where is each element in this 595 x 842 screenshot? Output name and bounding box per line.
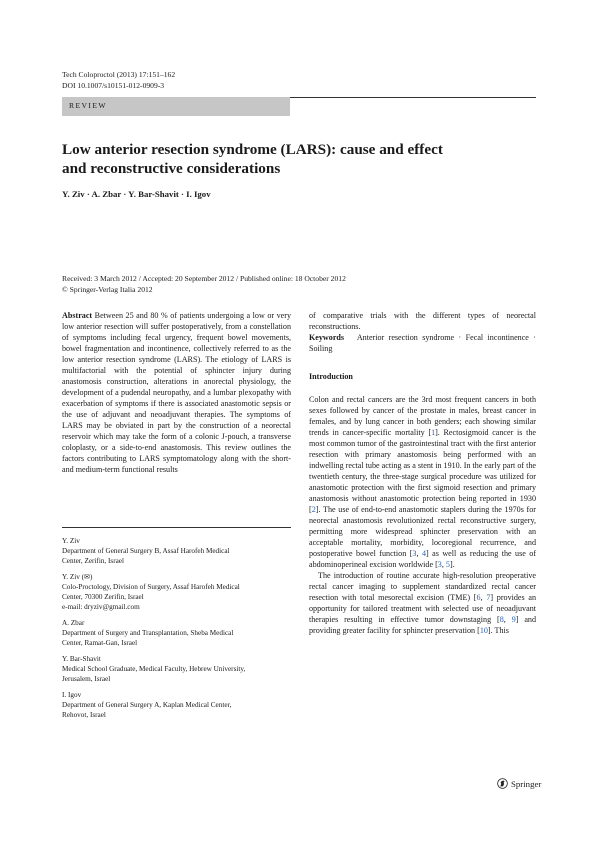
affiliation-address-line: Jerusalem, Israel (62, 675, 111, 683)
abstract-label: Abstract (62, 311, 93, 320)
intro-text: Colon and rectal cancers are the 3rd most frequent cancers in both sexes followed by cancer of the prostate in males, breast cancer in females, and by lung cancer in both genders; each showing similar trends in cancer-specific mortality [ (309, 395, 536, 437)
reference-link[interactable]: 7 (486, 593, 491, 602)
article-title (62, 140, 532, 178)
article-title-line-2: and reconstructive considerations (62, 160, 281, 177)
affiliation-author: I. Igov (62, 691, 82, 699)
affiliation-author: Y. Ziv (✉) (62, 573, 93, 581)
springer-horse-icon (497, 778, 508, 789)
affiliation-entry (62, 654, 291, 684)
keywords-text: Anterior resection syndrome · Fecal incontinence · Soiling (309, 333, 536, 353)
intro-text: ]. The use of end-to-end anastomotic staplers during the 1970s for neorectal anastomosis revolutionized rectal reconstructive surgery, permitting more widespread sphincter preservation with an acceptable mortality, morbidity, locoregional recurrence, and postoperative bowel function [ (309, 505, 536, 558)
affiliation-address-line: Colo-Proctology, Division of Surgery, Assaf Harofeh Medical (62, 583, 240, 591)
reference-link[interactable]: 5 (445, 560, 450, 569)
affiliation-address-line: Rehovot, Israel (62, 711, 106, 719)
affiliation-entry (62, 536, 291, 566)
introduction-heading: Introduction (309, 372, 353, 381)
publisher-mark (497, 778, 541, 789)
intro-paragraph-1 (309, 394, 536, 570)
affiliation-author: Y. Ziv (62, 537, 80, 545)
left-column (62, 310, 291, 475)
author-list: Y. Ziv · A. Zbar · Y. Bar-Shavit · I. Igov (62, 189, 211, 199)
affiliation-address-line: Department of General Surgery A, Kaplan Medical Center, (62, 701, 232, 709)
affiliation-list (62, 536, 291, 726)
reference-link[interactable]: 10 (479, 626, 488, 635)
journal-info (62, 69, 175, 91)
reference-link[interactable]: 4 (421, 549, 426, 558)
reference-link[interactable]: 1 (431, 428, 436, 437)
keywords (309, 332, 536, 354)
intro-paragraph-2 (309, 570, 536, 636)
affiliation-entry (62, 618, 291, 648)
intro-text: ]. Rectosigmoid cancer is the most common tumor of the gastrointestinal tract with the first anterior resection with primary anastomosis being performed with an indwelling rectal tube acting as a stent in 1910. In the early part of the twentieth century, the three-stage surgical procedure was utilized for anastomotic protection with the first sigmoid resection and primary anastomosis without anastomotic protection being reported in 1930 [ (309, 428, 536, 514)
article-type-bar (62, 97, 290, 116)
reference-link[interactable]: 2 (311, 505, 316, 514)
journal-doi: DOI 10.1007/s10151-012-0909-3 (62, 81, 165, 90)
abstract-text: Between 25 and 80 % of patients undergoing a low or very low anterior resection will suffer postoperatively, from a constellation of symptoms including fecal urgency, frequent bowel movements, bowel fragmentation and incontinence, collectively referred to as the low anterior resection syndrome (LARS). The etiology of LARS is multifactorial with the potential of sphincter injury during anastomosis construction, alterations in anorectal physiology, the development of a pudendal neuropathy, and a lumbar plexopathy with exacerbation of symptoms if there is associated anastomotic sepsis or the use of adjuvant and neoadjuvant therapies. The symptoms of LARS may be obviated in part by the construction of a neorectal reservoir which may take the form of a colonic J-pouch, a transverse coloplasty, or a side-to-end anastomosis. This review outlines the factors contributing to LARS symptomatology along with the short- and medium-term functional results (62, 311, 291, 474)
abstract-continued: of comparative trials with the different types of neorectal reconstructions. (309, 311, 536, 331)
article-title-line-1: Low anterior resection syndrome (LARS): cause and effect (62, 141, 443, 158)
intro-text: ] and providing greater facility for sphincter preservation [ (309, 615, 537, 635)
ref-separator: , (503, 615, 512, 624)
reference-link[interactable]: 9 (511, 615, 516, 624)
publication-history (62, 274, 346, 295)
intro-text: ] provides an opportunity for tailored treatment with selected use of neoadjuvant therapies resulting in effective tumor downstaging [ (309, 593, 537, 624)
keywords-label: Keywords (309, 333, 345, 342)
affiliation-author: A. Zbar (62, 619, 85, 627)
intro-text: The introduction of routine accurate high-resolution preoperative rectal cancer imaging to supplement standardized rectal cancer resection with total mesorectal excision (TME) [ (309, 571, 536, 602)
contact-email[interactable]: e-mail: dryziv@gmail.com (62, 603, 140, 611)
affiliation-address-line: Department of General Surgery B, Assaf Harofeh Medical (62, 547, 230, 555)
affiliation-address-line: Center, Zerifin, Israel (62, 557, 124, 565)
affiliation-address-line: Center, 70300 Zerifin, Israel (62, 593, 144, 601)
affiliation-address-line: Center, Ramat-Gan, Israel (62, 639, 138, 647)
affiliation-author: Y. Bar-Shavit (62, 655, 101, 663)
intro-text: ]. This (487, 626, 509, 635)
reference-link[interactable]: 6 (476, 593, 481, 602)
reference-link[interactable]: 3 (437, 560, 442, 569)
publication-dates: Received: 3 March 2012 / Accepted: 20 September 2012 / Published online: 18 October 2012 (62, 274, 346, 283)
affiliation-address-line: Medical School Graduate, Medical Faculty, Hebrew University, (62, 665, 246, 673)
affiliation-address-line: Department of Surgery and Transplantation, Sheba Medical (62, 629, 234, 637)
abstract (62, 310, 291, 475)
affiliation-divider (62, 527, 291, 528)
journal-citation: Tech Coloproctol (2013) 17:151–162 (62, 70, 176, 79)
reference-link[interactable]: 3 (412, 549, 417, 558)
affiliation-entry (62, 690, 291, 720)
header-rule (290, 97, 536, 98)
intro-text: ] as well as reducing the use of abdominoperineal excision worldwide [ (309, 549, 537, 569)
publisher-name: Springer (511, 778, 542, 789)
ref-separator: , (480, 593, 487, 602)
affiliation-entry (62, 572, 291, 612)
right-column (309, 310, 536, 636)
reference-link[interactable]: 8 (499, 615, 504, 624)
ref-separator: , (441, 560, 446, 569)
copyright-notice: © Springer-Verlag Italia 2012 (62, 284, 153, 294)
intro-text: ]. (449, 560, 455, 569)
ref-separator: , (416, 549, 422, 558)
article-type-label: REVIEW (69, 101, 107, 110)
